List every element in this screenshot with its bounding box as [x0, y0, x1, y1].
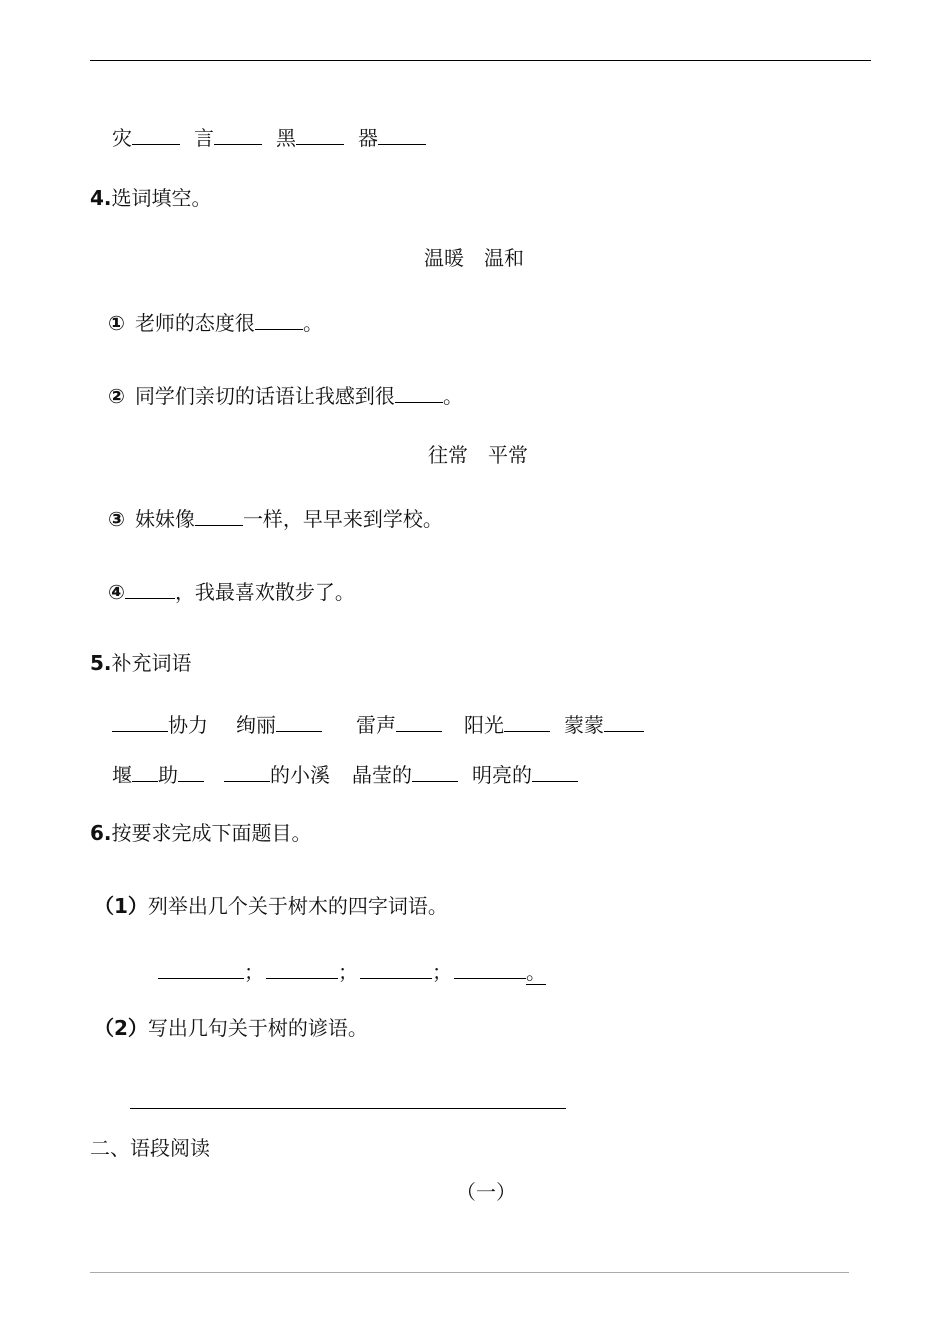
- q5-r1-blank-c[interactable]: [396, 711, 442, 732]
- q5-r2-b: 的小溪: [270, 763, 330, 787]
- q5-r1-c: 雷声: [356, 713, 396, 737]
- q5-r2-blank-b[interactable]: [224, 761, 270, 782]
- q6-p1-sep-1: ；: [244, 960, 264, 984]
- q4-number: 4.: [90, 186, 112, 210]
- footer-rule: [90, 1272, 849, 1273]
- q5-title: 补充词语: [111, 651, 192, 675]
- q5-r2-blank-a2[interactable]: [178, 761, 204, 782]
- q4-s3-end: 一样，早早来到学校。: [242, 507, 443, 531]
- q4-s2-mark: ②: [108, 384, 125, 408]
- q4-word-pair-1: 温暖 温和: [424, 246, 524, 270]
- q5-r2-c: 晶莹的: [352, 763, 412, 787]
- blank-qi[interactable]: [378, 124, 426, 145]
- q4-sentence-3: [108, 505, 443, 531]
- blank-hei[interactable]: [296, 124, 344, 145]
- q5-row-2: [112, 761, 578, 787]
- q5-heading: [90, 651, 192, 675]
- q4-s2-text: 同学们亲切的话语让我感到很: [134, 384, 395, 408]
- q5-r2-blank-a1[interactable]: [132, 761, 158, 782]
- q5-r1-a: 协力: [168, 713, 208, 737]
- q5-r2-a1: 堰: [112, 763, 132, 787]
- q6-p1-num: （1）: [94, 894, 148, 918]
- word-zai: 灾: [112, 126, 132, 150]
- q6-p1-sep-2: ；: [338, 960, 358, 984]
- word-qi: 器: [358, 126, 378, 150]
- q4-sentence-4: [108, 578, 355, 604]
- q6-heading: [90, 821, 312, 845]
- q5-r1-blank-e[interactable]: [604, 711, 644, 732]
- q4-heading: [90, 186, 212, 210]
- q4-word-pair-2: 往常 平常: [428, 443, 528, 467]
- q5-r1-blank-d[interactable]: [504, 711, 550, 732]
- q4-s3-blank[interactable]: [195, 505, 243, 526]
- header-rule: [90, 60, 871, 61]
- q4-s2-end: 。: [442, 384, 463, 408]
- q5-r1-b: 绚丽: [236, 713, 276, 737]
- q4-s4-blank[interactable]: [125, 578, 175, 599]
- q5-r1-d: 阳光: [464, 713, 504, 737]
- q6-part-2: [94, 1016, 368, 1040]
- q5-r2-blank-c[interactable]: [412, 761, 458, 782]
- q5-r2-d: 明亮的: [472, 763, 532, 787]
- q4-s3-mark: ③: [108, 507, 125, 531]
- word-hei: 黑: [276, 126, 296, 150]
- q5-number: 5.: [90, 651, 112, 675]
- q6-p1-blank-1[interactable]: [158, 958, 244, 979]
- word-blanks-row: [112, 124, 426, 150]
- q6-p2-answer-line[interactable]: [130, 1108, 566, 1109]
- q4-s3-text: 妹妹像: [134, 507, 195, 531]
- q6-part-1: [94, 894, 448, 918]
- q4-s1-end: 。: [302, 311, 323, 335]
- blank-yan[interactable]: [214, 124, 262, 145]
- q5-r1-blank-a[interactable]: [112, 711, 168, 732]
- q5-r1-blank-b[interactable]: [276, 711, 322, 732]
- q5-r2-blank-d[interactable]: [532, 761, 578, 782]
- q6-title: 按要求完成下面题目。: [111, 821, 312, 845]
- q4-s4-end: ，我最喜欢散步了。: [174, 580, 355, 604]
- q5-row-1: [112, 711, 644, 737]
- q6-p1-text: 列举出几个关于树木的四字词语。: [147, 894, 448, 918]
- q6-number: 6.: [90, 821, 112, 845]
- q5-r2-a2: 助: [158, 763, 178, 787]
- q6-p1-blanks: [158, 958, 546, 985]
- section2-subtitle: （一）: [456, 1180, 516, 1204]
- q6-p1-blank-2[interactable]: [266, 958, 338, 979]
- q6-p2-num: （2）: [94, 1016, 148, 1040]
- blank-zai[interactable]: [132, 124, 180, 145]
- q5-r1-e: 蒙蒙: [564, 713, 604, 737]
- q4-sentence-1: [108, 309, 323, 335]
- q6-p2-text: 写出几句关于树的谚语。: [147, 1016, 368, 1040]
- q4-title: 选词填空。: [111, 186, 212, 210]
- q4-s1-text: 老师的态度很: [134, 311, 255, 335]
- q6-p1-blank-3[interactable]: [360, 958, 432, 979]
- q4-s1-blank[interactable]: [255, 309, 303, 330]
- q4-s2-blank[interactable]: [395, 382, 443, 403]
- q6-p1-end: 。: [526, 960, 546, 984]
- word-yan: 言: [194, 126, 214, 150]
- q4-s1-mark: ①: [108, 311, 125, 335]
- section2-title: 二、语段阅读: [90, 1136, 210, 1160]
- q4-sentence-2: [108, 382, 463, 408]
- q6-p1-blank-4[interactable]: [454, 958, 526, 979]
- q6-p1-sep-3: ；: [432, 960, 452, 984]
- q4-s4-mark: ④: [108, 580, 125, 604]
